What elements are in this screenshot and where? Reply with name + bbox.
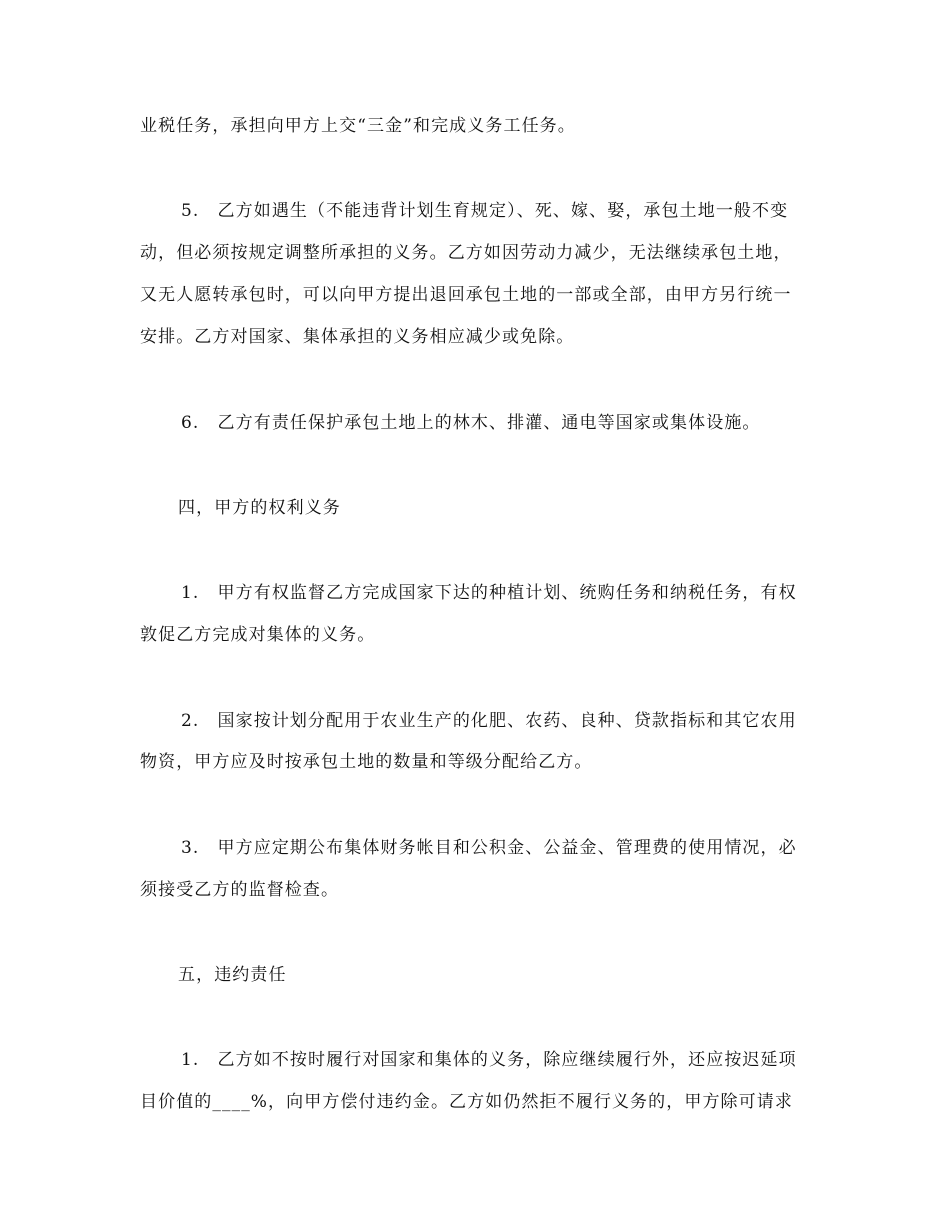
paragraph-line: 须接受乙方的监督检查。 bbox=[140, 880, 340, 900]
paragraph-line: 目价值的____%，向甲方偿付违约金。乙方如仍然拒不履行义务的，甲方除可请求 bbox=[140, 1092, 793, 1112]
paragraph-line: 敦促乙方完成对集体的义务。 bbox=[140, 625, 376, 645]
paragraph-line: 1. 甲方有权监督乙方完成国家下达的种植计划、统购任务和纳税任务，有权 bbox=[181, 583, 797, 603]
paragraph-line: 6. 乙方有责任保护承包土地上的林木、排灌、通电等国家或集体设施。 bbox=[181, 413, 761, 433]
paragraph-line: 又无人愿转承包时，可以向甲方提出退回承包土地的一部或全部，由甲方另行统一 bbox=[140, 285, 792, 305]
section-heading: 四，甲方的权利义务 bbox=[178, 498, 341, 518]
paragraph-line: 物资，甲方应及时按承包土地的数量和等级分配给乙方。 bbox=[140, 752, 593, 772]
paragraph-line: 安排。乙方对国家、集体承担的义务相应减少或免除。 bbox=[140, 327, 575, 347]
paragraph-line: 5. 乙方如遇生（不能违背计划生育规定）、死、嫁、娶，承包土地一般不变 bbox=[181, 201, 789, 221]
paragraph-line: 3. 甲方应定期公布集体财务帐目和公积金、公益金、管理费的使用情况，必 bbox=[181, 838, 797, 858]
section-heading: 五，违约责任 bbox=[178, 965, 287, 985]
paragraph-line: 业税任务，承担向甲方上交“三金”和完成义务工任务。 bbox=[140, 116, 576, 136]
paragraph-line: 2. 国家按计划分配用于农业生产的化肥、农药、良种、贷款指标和其它农用 bbox=[181, 711, 797, 731]
paragraph-line: 1. 乙方如不按时履行对国家和集体的义务，除应继续履行外，还应按迟延项 bbox=[181, 1050, 797, 1070]
paragraph-line: 动，但必须按规定调整所承担的义务。乙方如因劳动力减少，无法继续承包土地， bbox=[140, 243, 792, 263]
